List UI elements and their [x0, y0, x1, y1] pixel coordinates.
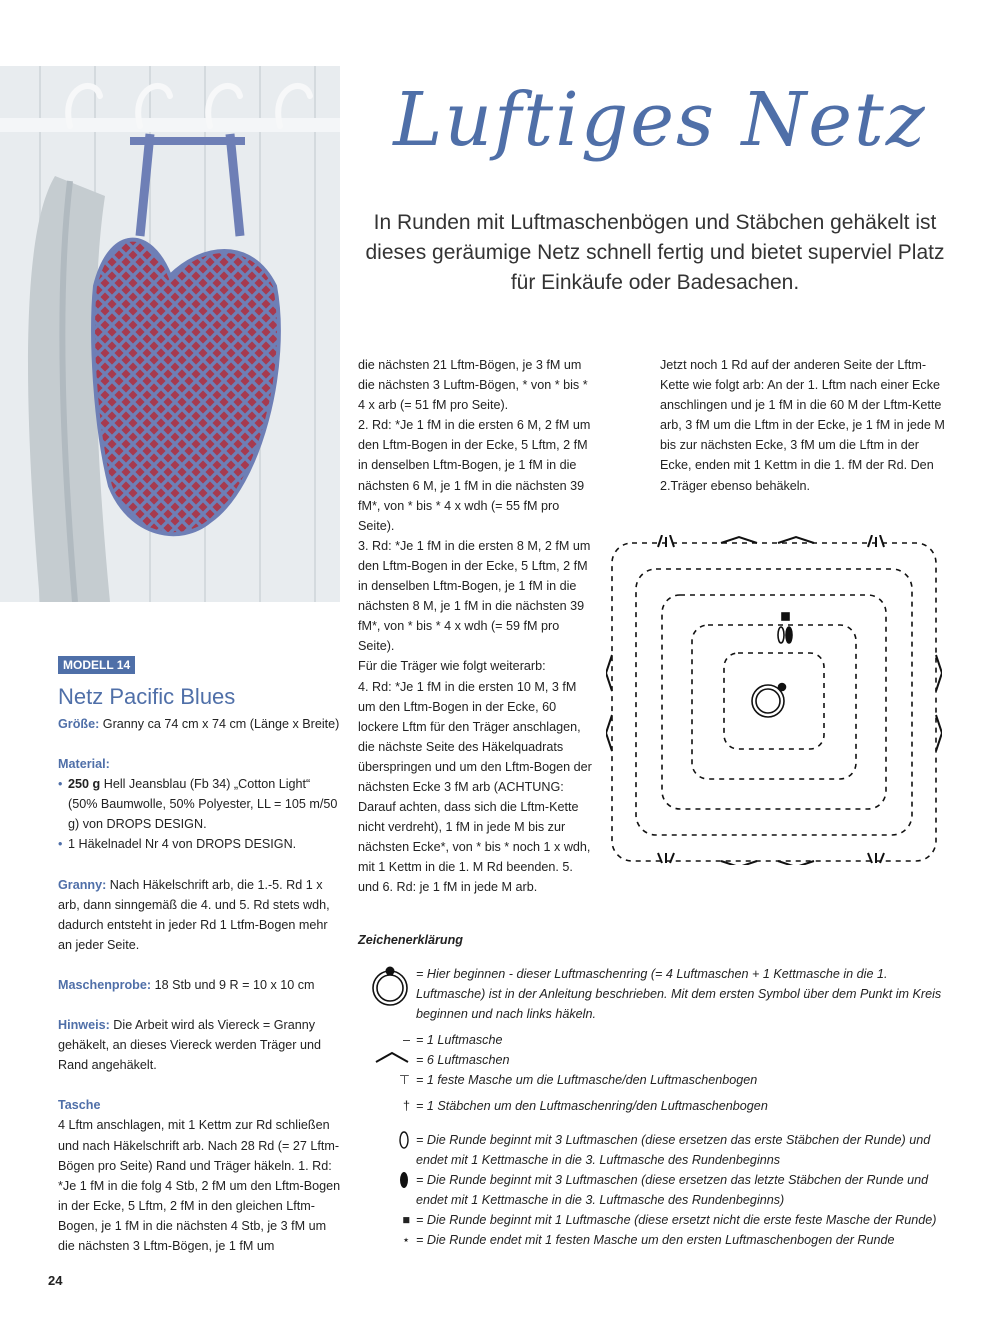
- page-number: 24: [48, 1273, 63, 1288]
- legend-item: ⊤ = 1 feste Masche um die Luftmasche/den Luftmaschenbogen: [358, 1070, 958, 1090]
- single-crochet-icon: ⊤: [399, 1073, 410, 1087]
- legend-item: = Die Runde beginnt mit 3 Luftmaschen (diese ersetzen das letzte Stäbchen der Runde und endet mit 1 Kettmasche in die 3. Luftmasche des Rundenbeginns): [358, 1170, 958, 1210]
- material-item: • 1 Häkelnadel Nr 4 von DROPS DESIGN.: [58, 837, 297, 852]
- page-title: Luftiges Netz: [393, 77, 927, 163]
- double-crochet-icon: †: [402, 1099, 410, 1113]
- legend-item: † = 1 Stäbchen um den Luftmaschenring/den Luftmaschenbogen: [358, 1096, 958, 1116]
- paragraph: 2. Rd: *Je 1 fM in die ersten 6 M, 2 fM um den Lftm-Bogen in der Ecke, 5 Lftm, 2 fM in denselben Lftm-Bogen, je 1 fM in die nächsten 6 M, je 1 fM in die nächsten 39 fM*, von * bis * 4 x wdh (= 55 fM pro Seite).: [358, 418, 591, 533]
- column-3: [660, 355, 950, 496]
- material-item: • 250 g Hell Jeansblau (Fb 34) „Cotton Light“ (50% Baumwolle, 50% Polyester, LL = 105 m/50 g) von DROPS DESIGN.: [58, 777, 338, 832]
- legend-item: = 6 Luftmaschen: [358, 1050, 958, 1070]
- legend: [358, 930, 958, 1250]
- paragraph: 3. Rd: *Je 1 fM in die ersten 8 M, 2 fM um den Lftm-Bogen in der Ecke, 5 Lftm, 2 fM in denselben Lftm-Bogen, je 1 fM in die nächsten 8 M, je 1 fM in die nächsten 39 fM*, von * bis * 4 x wdh (= 59 fM pro Seite).: [358, 538, 591, 654]
- paragraph: Für die Träger wie folgt weiterarb:: [358, 659, 546, 674]
- legend-item: = Die Runde beginnt mit 3 Luftmaschen (diese ersetzen das erste Stäbchen der Runde) und endet mit 1 Kettmasche in die 3. Luftmasche des Rundenbeginns: [358, 1130, 958, 1170]
- note-section: Hinweis: Die Arbeit wird als Viereck = Granny gehäkelt, an dieses Viereck werden Träger und Rand angehäkelt.: [58, 1018, 321, 1073]
- open-oval-icon: [358, 1130, 410, 1150]
- bag-label: Tasche: [58, 1098, 101, 1113]
- size-text: Granny ca 74 cm x 74 cm (Länge x Breite): [102, 717, 340, 731]
- size-label: Größe:: [58, 717, 100, 731]
- size-line: [58, 714, 342, 734]
- paragraph: 4. Rd: *Je 1 fM in die ersten 10 M, 3 fM um den Lftm-Bogen in der Ecke, 60 lockere Lftm für den Träger anschlagen, die nächste Seite des Häkelquadrats überspringen und um den Lftm-Bogen der nächsten Ecke 3 fM arb (ACHTUNG: Darauf achten, dass sich die Lftm-Kette nicht verdreht), 1 fM in jede M bis zur nächsten Ecke*, von * bis * noch 1 x wdh, mit 1 Kettm in die 1. M Rd beenden. 5. und 6. Rd: je 1 fM in jede M arb.: [358, 679, 592, 895]
- legend-item: = Hier beginnen - dieser Luftmaschenring (= 4 Luftmaschen + 1 Kettmasche in die 1. Luftmasche) ist in der Anleitung beschrieben. Mit dem ersten Symbol über dem Punkt im Kreis beginnen und nach links häkeln.: [358, 964, 958, 1024]
- model-badge: MODELL 14: [58, 656, 135, 674]
- legend-item: – = 1 Luftmasche: [358, 1030, 958, 1050]
- intro-text: In Runden mit Luftmaschenbögen und Stäbchen gehäkelt ist dieses geräumige Netz schnell fertig und bietet superviel Platz für Einkäufe oder Badesachen.: [365, 211, 945, 294]
- column-2: [358, 355, 592, 898]
- star-icon: ⋆: [402, 1233, 410, 1247]
- paragraph: Jetzt noch 1 Rd auf der anderen Seite der Lftm-Kette wie folgt arb: An der 1. Lftm nach einer Ecke anschlingen und je 1 fM in die 60 M der Lftm-Kette arb, 3 fM um die Lftm in der Ecke, je 1 fM in jede M bis zur nächsten Ecke, 3 fM um die Lftm in der Ecke, enden mit 1 Kettm in die 1. fM der Rd. Den 2.Träger ebenso behäkeln.: [660, 358, 945, 493]
- material-section: [58, 754, 342, 854]
- chain-arc-icon: [358, 1050, 410, 1070]
- bag-section: [58, 1095, 342, 1256]
- ring-start-icon: [358, 964, 410, 1014]
- legend-item: ⋆ = Die Runde endet mit 1 festen Masche um den ersten Luftmaschenbogen der Runde: [358, 1230, 958, 1250]
- legend-item: ■ = Die Runde beginnt mit 1 Luftmasche (diese ersetzt nicht die erste feste Masche der Runde): [358, 1210, 958, 1230]
- paragraph: die nächsten 21 Lftm-Bögen, je 3 fM um die nächsten 3 Luftm-Bögen, * von * bis * 4 x arb (= 51 fM pro Seite).: [358, 358, 588, 413]
- granny-section: Granny: Nach Häkelschrift arb, die 1.-5. Rd 1 x arb, dann sinngemäß die 4. und 5. Rd stets wdh, dadurch entsteht in jeder Rd 1 Ltfm-Bogen mehr an jeder Seite.: [58, 877, 330, 952]
- filled-oval-icon: [358, 1170, 410, 1190]
- material-label: Material:: [58, 757, 110, 772]
- model-title: Netz Pacific Blues: [58, 684, 236, 709]
- bag-photo: [0, 66, 340, 602]
- filled-square-icon: ■: [402, 1213, 410, 1227]
- column-1: [58, 655, 342, 1256]
- gauge-section: Maschenprobe: 18 Stb und 9 R = 10 x 10 cm: [58, 977, 315, 992]
- crochet-chart: [606, 535, 942, 865]
- chain-stitch-icon: –: [402, 1033, 410, 1047]
- bag-text: 4 Lftm anschlagen, mit 1 Kettm zur Rd schließen und nach Häkelschrift arb. Nach 28 Rd (= 27 Lftm-Bögen pro Seite) Rand und Träger häkeln. 1. Rd: *Je 1 fM in die folg 4 Stb, 2 fM um den Lftm-Bogen in der Ecke, 5 Lftm, 2 fM in den gleichen Lftm-Bogen, je 1 fM in die nächsten 4 Stb, je 3 fM um die nächsten 3 Lftm-Bögen, je 1 fM um: [58, 1118, 341, 1253]
- legend-title: Zeichenerklärung: [358, 933, 463, 947]
